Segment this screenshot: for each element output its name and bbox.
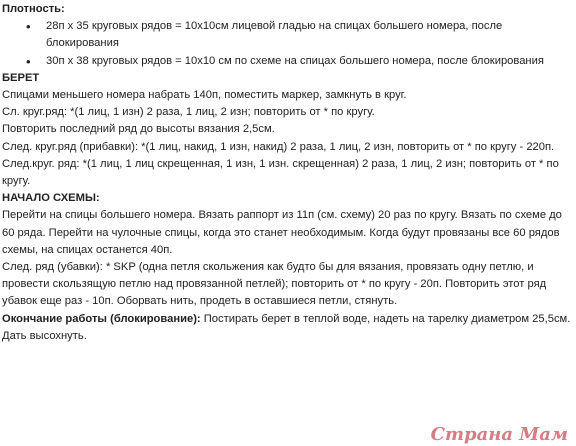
beret-line: Повторить последний ряд до высоты вязания 2,5см.: [2, 123, 275, 136]
finishing-label: Окончание работы (блокирование):: [2, 312, 201, 325]
gauge-item-text: 28п х 35 круговых рядов = 10х10см лицевой гладью на спицах большего номера, после блокирования: [46, 20, 503, 50]
gauge-item: [26, 18, 572, 52]
chart-start-paragraph: Перейти на спицы большего номера. Вязать раппорт из 11п (см. схему) 20 раз по кругу. Вязать по схеме до 60 ряда. Перейти на чулочные спицы, когда это станет необходимым. Когда будут провязаны все 60 рядов схемы, на спицах останется 40п.: [2, 209, 562, 256]
beret-line: След.круг. ряд: *(1 лиц, 1 лиц скрещенная, 1 изн, 1 изн. скрещенная) 2 раза, 1 лиц, 2 изн; повторить от * по кругу.: [2, 157, 559, 188]
finishing-text: Постирать берет в теплой воде, надеть на тарелку диаметром 25,5см. Дать высохнуть.: [2, 312, 571, 342]
beret-line: Спицами меньшего номера набрать 140п, поместить маркер, замкнуть в круг.: [2, 89, 407, 102]
bullet-icon: •: [26, 19, 31, 35]
beret-line: След. круг.ряд (прибавки): *(1 лиц, накид, 1 изн, накид) 2 раза, 1 лиц, 2 изн, повторить от * по кругу - 220п.: [2, 140, 555, 153]
gauge-heading: Плотность:: [2, 3, 65, 15]
bullet-icon: •: [26, 53, 31, 69]
watermark-logo: Страна Мам: [430, 423, 568, 445]
beret-heading: БЕРЕТ: [2, 71, 40, 84]
beret-line: Сл. круг.ряд: *(1 лиц, 1 изн) 2 раза, 1 лиц, 2 изн; повторить от * по кругу.: [2, 106, 375, 119]
pattern-document: [2, 1, 572, 345]
gauge-item: [26, 53, 572, 70]
gauge-item-text: 30п х 38 круговых рядов = 10х10 см по схеме на спицах большего номера, после блокирования: [46, 54, 544, 67]
decrease-paragraph: След. ряд (убавки): * SKP (одна петля скольжения как будто бы для вязания, провязать одну петлю, и провести скользящую петлю над провязанной петлей); повторить от * по кругу - 20п. Повторить этот ряд убавок еще раз - 10п. Оборвать нить, продеть в оставшиеся петли, стянуть.: [2, 261, 547, 308]
finishing-paragraph: [2, 311, 572, 345]
chart-start-heading: НАЧАЛО СХЕМЫ:: [2, 192, 100, 205]
